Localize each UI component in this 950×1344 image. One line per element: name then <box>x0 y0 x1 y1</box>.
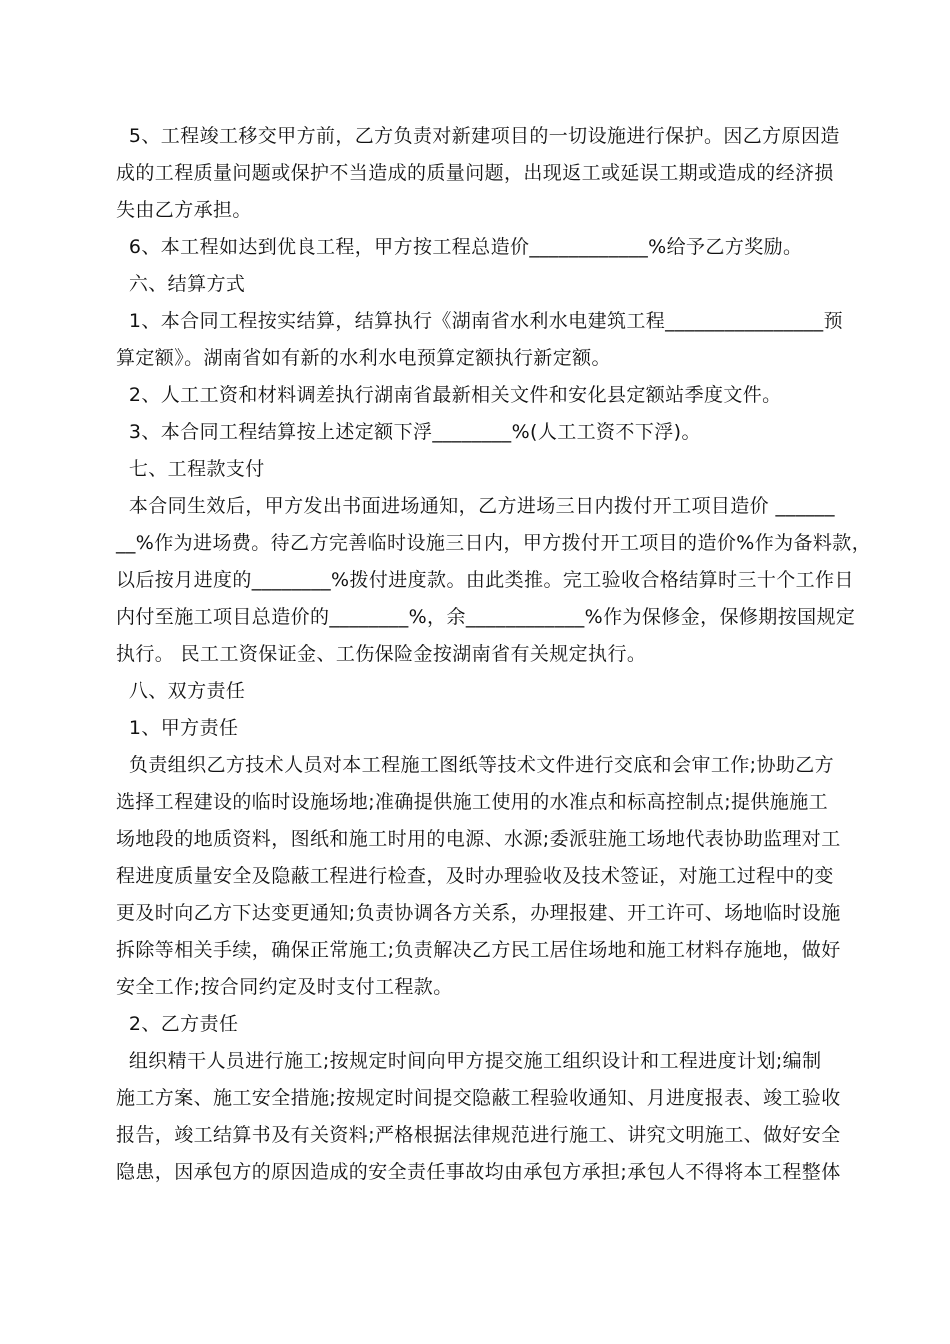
text-line: 负责组织乙方技术人员对本工程施工图纸等技术文件进行交底和会审工作;协助乙方 <box>116 754 835 776</box>
text-line: 内付至施工项目总造价的________%，余____________%作为保修金，保修期按国规定 <box>116 606 856 628</box>
text-line: 执行。 民工工资保证金、工伤保险金按湖南省有关规定执行。 <box>116 643 647 665</box>
text-line: 以后按月进度的________%拨付进度款。由此类推。完工验收合格结算时三十个工作日 <box>116 569 854 591</box>
text-line: 1、本合同工程按实结算，结算执行《湖南省水利水电建筑工程________________预 <box>116 310 843 332</box>
section-heading: 六、结算方式 <box>116 273 246 295</box>
text-line: __%作为进场费。待乙方完善临时设施三日内，甲方拨付开工项目的造价%作为备料款， <box>116 532 872 554</box>
subsection-heading: 1、甲方责任 <box>116 717 239 739</box>
text-line: 隐患，因承包方的原因造成的安全责任事故均由承包方承担;承包人不得将本工程整体 <box>116 1161 841 1183</box>
section-heading: 七、工程款支付 <box>116 458 265 480</box>
text-line: 安全工作;按合同约定及时支付工程款。 <box>116 976 453 998</box>
text-line: 2、人工工资和材料调差执行湖南省最新相关文件和安化县定额站季度文件。 <box>116 384 782 406</box>
text-line: 更及时向乙方下达变更通知;负责协调各方关系，办理报建、开工许可、场地临时设施 <box>116 902 841 924</box>
text-line: 场地段的地质资料，图纸和施工时用的电源、水源;委派驻施工场地代表协助监理对工 <box>116 828 841 850</box>
text-line: 3、本合同工程结算按上述定额下浮________%(人工工资不下浮)。 <box>116 421 701 443</box>
text-line: 6、本工程如达到优良工程，甲方按工程总造价____________%给予乙方奖励。 <box>116 236 803 258</box>
text-line: 本合同生效后，甲方发出书面进场通知，乙方进场三日内拨付开工项目造价 ______ <box>116 495 835 517</box>
subsection-heading: 2、乙方责任 <box>116 1013 239 1035</box>
text-line: 成的工程质量问题或保护不当造成的质量问题，出现返工或延误工期或造成的经济损 <box>116 162 834 184</box>
document-body <box>116 118 872 1191</box>
text-line: 失由乙方承担。 <box>116 199 252 221</box>
text-line: 施工方案、施工安全措施;按规定时间提交隐蔽工程验收通知、月进度报表、竣工验收 <box>116 1087 841 1109</box>
text-line: 算定额》。湖南省如有新的水利水电预算定额执行新定额。 <box>116 347 611 369</box>
text-line: 组织精干人员进行施工;按规定时间向甲方提交施工组织设计和工程进度计划;编制 <box>116 1050 822 1072</box>
text-line: 拆除等相关手续，确保正常施工;负责解决乙方民工居住场地和施工材料存施地，做好 <box>116 939 841 961</box>
text-line: 5、工程竣工移交甲方前，乙方负责对新建项目的一切设施进行保护。因乙方原因造 <box>116 125 840 147</box>
text-line: 报告，竣工结算书及有关资料;严格根据法律规范进行施工、讲究文明施工、做好安全 <box>116 1124 841 1146</box>
text-line: 选择工程建设的临时设施场地;准确提供施工使用的水准点和标高控制点;提供施施工 <box>116 791 829 813</box>
text-line: 程进度质量安全及隐蔽工程进行检查，及时办理验收及技术签证，对施工过程中的变 <box>116 865 834 887</box>
section-heading: 八、双方责任 <box>116 680 246 702</box>
